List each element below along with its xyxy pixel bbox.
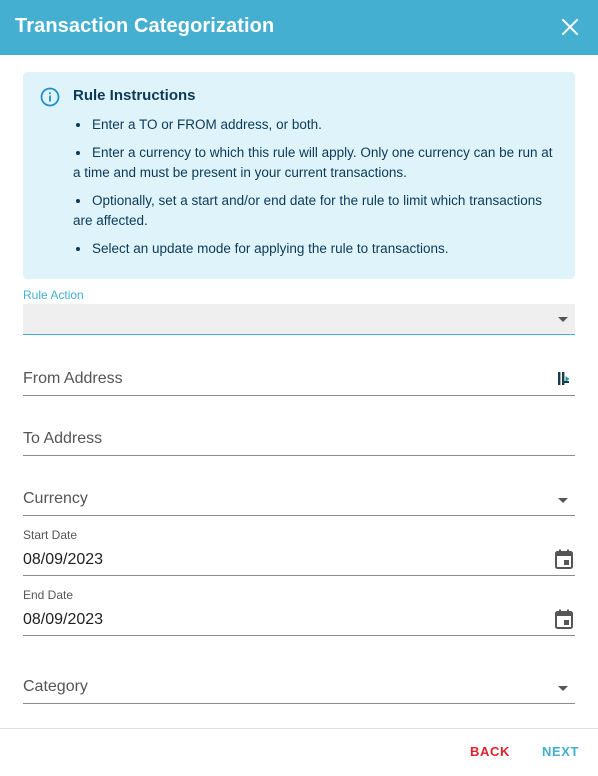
to-address-input[interactable]: To Address bbox=[23, 430, 103, 447]
address-book-icon[interactable] bbox=[557, 370, 571, 388]
currency-field[interactable] bbox=[23, 490, 575, 516]
to-address-underline bbox=[23, 455, 575, 456]
start-date-label: Start Date bbox=[23, 528, 78, 542]
dialog-title: Transaction Categorization bbox=[15, 15, 275, 37]
instruction-item: Enter a currency to which this rule will apply. Only one currency can be run at a time and must be present in your current transactions. bbox=[73, 143, 553, 183]
instruction-item: Select an update mode for applying the rule to transactions. bbox=[73, 239, 553, 259]
currency-select[interactable]: Currency bbox=[23, 490, 88, 507]
from-address-field[interactable] bbox=[23, 370, 575, 396]
end-date-label: End Date bbox=[23, 588, 74, 602]
chevron-down-icon bbox=[558, 317, 568, 322]
next-button[interactable]: NEXT bbox=[542, 744, 580, 759]
back-button[interactable]: BACK bbox=[470, 744, 510, 759]
currency-underline bbox=[23, 515, 575, 516]
category-field[interactable] bbox=[23, 678, 575, 704]
to-address-field[interactable] bbox=[23, 430, 575, 456]
footer-divider bbox=[0, 728, 598, 729]
end-date-input[interactable]: 08/09/2023 bbox=[23, 611, 104, 628]
category-select[interactable]: Category bbox=[23, 678, 88, 695]
info-icon bbox=[40, 87, 60, 107]
calendar-icon[interactable] bbox=[553, 608, 575, 630]
instructions-list bbox=[73, 115, 553, 267]
instruction-item: Enter a TO or FROM address, or both. bbox=[73, 115, 553, 135]
category-underline bbox=[23, 703, 575, 704]
rule-action-label: Rule Action bbox=[23, 288, 84, 302]
chevron-down-icon bbox=[558, 686, 568, 691]
start-date-underline bbox=[23, 575, 575, 576]
rule-instructions-box bbox=[23, 72, 575, 279]
end-date-underline bbox=[23, 635, 575, 636]
close-button[interactable] bbox=[558, 15, 582, 39]
rule-action-select[interactable] bbox=[23, 304, 575, 335]
chevron-down-icon bbox=[558, 498, 568, 503]
calendar-icon[interactable] bbox=[553, 548, 575, 570]
rule-action-field bbox=[23, 288, 575, 336]
close-icon bbox=[562, 19, 578, 35]
dialog-header bbox=[0, 0, 598, 55]
end-date-field[interactable] bbox=[23, 588, 575, 636]
instructions-title: Rule Instructions bbox=[73, 87, 196, 104]
from-address-underline bbox=[23, 395, 575, 396]
from-address-input[interactable]: From Address bbox=[23, 370, 123, 387]
start-date-field[interactable] bbox=[23, 528, 575, 576]
start-date-input[interactable]: 08/09/2023 bbox=[23, 551, 104, 568]
instruction-item: Optionally, set a start and/or end date for the rule to limit which transactions are affected. bbox=[73, 191, 553, 231]
